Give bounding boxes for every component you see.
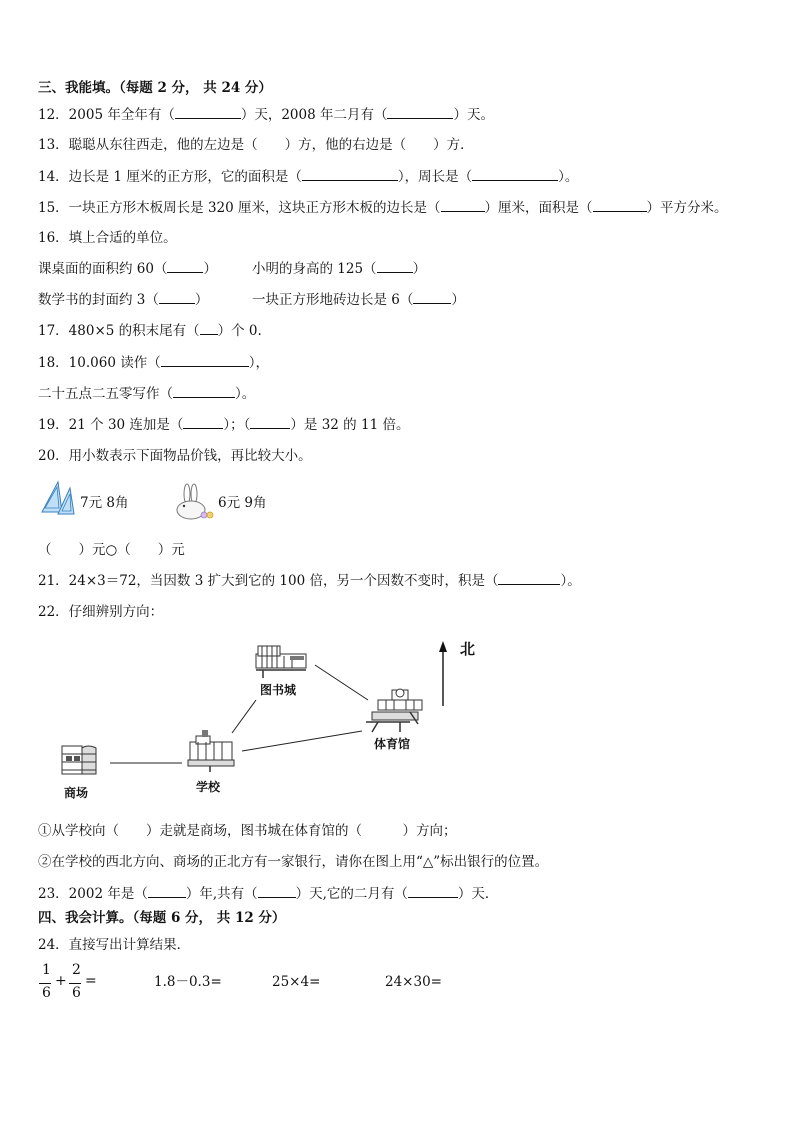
mall-building-icon — [62, 746, 96, 774]
library-label: 图书城 — [260, 683, 297, 697]
q21-text-a: 21．24×3＝72，当因数 3 扩大到它的 100 倍，另一个因数不变时，积是（ — [38, 573, 499, 589]
q18-text-d: ）。 — [235, 386, 256, 402]
expression-2: 1.8－0.3= — [154, 974, 222, 990]
q15-text-a: 15．一块正方形木板周长是 320 厘米，这块正方形木板的边长是（ — [38, 200, 441, 216]
question-23 — [38, 884, 498, 903]
line-school-library — [232, 700, 256, 733]
q12-text-c: ）天。 — [453, 107, 494, 123]
q19-text-b: ）；（ — [223, 417, 251, 433]
q16-paren-4: ） — [451, 292, 465, 308]
school-building-icon — [188, 730, 234, 772]
equals-sign: = — [85, 973, 97, 989]
q14-text-b: ），周长是（ — [397, 169, 473, 185]
school-label: 学校 — [196, 780, 221, 794]
q23-blank-1[interactable] — [148, 884, 186, 898]
q16-paren-1: ） — [203, 261, 217, 277]
q15-text-b: ）厘米，面积是（ — [484, 200, 593, 216]
q14-text-a: 14．边长是 1 厘米的正方形，它的面积是（ — [38, 169, 302, 185]
expression-3: 25×4= — [272, 974, 321, 990]
fraction-1-denominator: 6 — [42, 985, 51, 1001]
expression-4: 24×30= — [385, 974, 442, 990]
q22-sub-1: ①从学校向（ ）走就是商场，图书城在体育馆的（ ）方向； — [38, 823, 457, 839]
section4-title: 四、我会计算。（每题 6 分， 共 12 分） — [38, 910, 286, 926]
q17-text-b: ）个 0. — [217, 323, 262, 339]
q23-text-b: ）年,共有（ — [185, 886, 258, 902]
mall-label: 商场 — [64, 786, 89, 800]
gym-building-icon — [366, 689, 422, 732]
question-16: 16．填上合适的单位。 — [38, 230, 177, 246]
price-1: 7元 8角 — [80, 495, 129, 511]
q23-blank-3[interactable] — [408, 884, 458, 898]
plus-sign: + — [55, 973, 67, 989]
fraction-2-denominator: 6 — [72, 985, 81, 1001]
north-arrow-icon — [439, 641, 447, 652]
q16-item-1: 课桌面的面积约 60（ — [38, 261, 168, 277]
q16-item-4: 一块正方形地砖边长是 6（ — [252, 292, 414, 308]
q23-text-a: 23．2002 年是（ — [38, 886, 148, 902]
q12-text-b: ）天，2008 年二月有（ — [240, 107, 388, 123]
question-22: 22．仔细辨别方向： — [38, 604, 164, 620]
q18-text-c: 二十五点二五零写作（ — [38, 386, 173, 402]
price-2: 6元 9角 — [218, 495, 267, 511]
fraction-1-numerator: 1 — [42, 962, 51, 978]
q17-text-a: 17．480×5 的积末尾有（ — [38, 323, 200, 339]
q19-text-a: 19．21 个 30 连加是（ — [38, 417, 184, 433]
q19-text-c: ）是 32 的 11 倍。 — [290, 417, 410, 433]
north-label: 北 — [460, 640, 476, 658]
line-library-gym — [315, 665, 368, 700]
fraction-2-bar — [69, 983, 81, 984]
q18-text-a: 18．10.060 读作（ — [38, 355, 161, 371]
library-building-icon — [256, 646, 306, 678]
section3-title: 三、我能填。（每题 2 分， 共 24 分） — [38, 80, 272, 96]
q16-paren-2: ） — [412, 261, 427, 277]
q15-text-c: ）平方分米。 — [646, 200, 728, 216]
q18-text-b: ）， — [248, 355, 269, 371]
question-20: 20．用小数表示下面物品价钱，再比较大小。 — [38, 448, 312, 464]
q12-text-a: 12．2005 年全年有（ — [38, 107, 175, 123]
fraction-1-bar — [39, 983, 51, 984]
q23-blank-2[interactable] — [258, 884, 296, 898]
fraction-2-numerator: 2 — [72, 962, 81, 978]
question-13: 13．聪聪从东往西走，他的左边是（ ）方，他的右边是（ ）方． — [38, 137, 474, 153]
q16-item-3: 数学书的封面约 3（ — [38, 292, 159, 308]
line-school-gym — [242, 731, 362, 751]
gym-label: 体育馆 — [374, 737, 411, 751]
q14-text-c: ）。 — [558, 169, 579, 185]
q20-compare: （ ）元○（ ）元 — [38, 542, 185, 558]
q16-paren-3: ） — [194, 292, 209, 308]
q23-text-c: ）天,它的二月有（ — [295, 886, 408, 902]
q21-text-b: ）。 — [560, 573, 581, 589]
q23-text-d: ）天． — [457, 886, 499, 902]
fraction-expression — [38, 962, 108, 1002]
q16-item-2: 小明的身高的 125（ — [252, 261, 377, 277]
question-24: 24．直接写出计算结果． — [38, 937, 191, 953]
q22-sub-2: ②在学校的西北方向、商场的正北方有一家银行，请你在图上用“△”标出银行的位置。 — [38, 854, 549, 870]
